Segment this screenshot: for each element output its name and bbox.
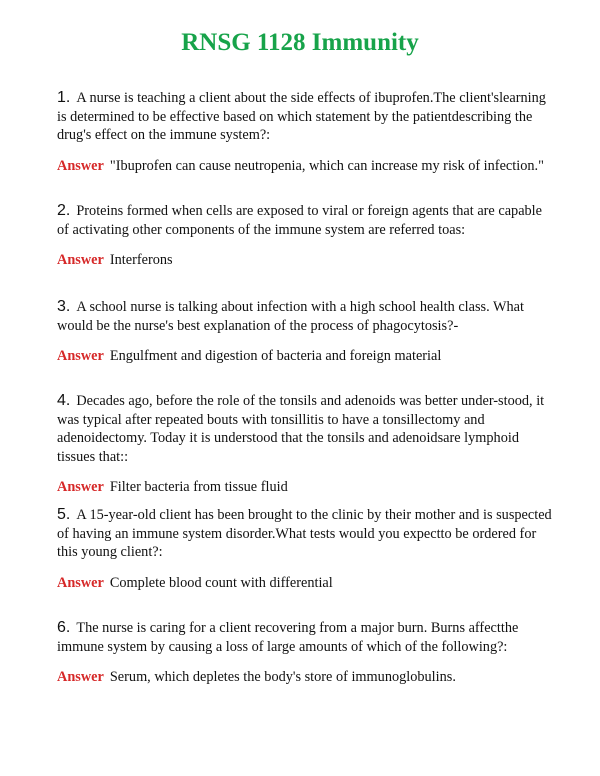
question-number: 2. bbox=[57, 202, 71, 219]
answer-label: Answer bbox=[57, 157, 104, 174]
answer-label: Answer bbox=[57, 669, 104, 685]
question-text: Decades ago, before the role of the tonsils and adenoids was better under-stood, it was typical after repeated bouts with tonsillitis to have a tonsillectomy and adenoidectomy. Today it is understood that the tonsils and adenoidsare lymphoid tissues that:: bbox=[57, 393, 545, 465]
answer-1 bbox=[57, 157, 557, 176]
question-number: 3. bbox=[57, 298, 71, 315]
answer-text: Serum, which depletes the body's store of immunoglobulins. bbox=[109, 669, 456, 685]
answer-6 bbox=[57, 668, 557, 687]
answer-4 bbox=[57, 478, 557, 497]
question-4 bbox=[57, 392, 557, 466]
question-6 bbox=[57, 619, 557, 656]
answer-label: Answer bbox=[57, 479, 104, 495]
answer-label: Answer bbox=[57, 574, 104, 591]
answer-text: Engulfment and digestion of bacteria and foreign material bbox=[109, 348, 442, 364]
answer-text: "Ibuprofen can cause neutropenia, which can increase my risk of infection." bbox=[109, 157, 544, 174]
qa-item-3 bbox=[57, 298, 557, 366]
answer-text: Interferons bbox=[109, 252, 173, 268]
question-1 bbox=[57, 89, 557, 145]
qa-item-2 bbox=[57, 202, 557, 270]
question-text: Proteins formed when cells are exposed to viral or foreign agents that are capable of activating other components of the immune system are referred toas: bbox=[57, 203, 543, 238]
answer-text: Filter bacteria from tissue fluid bbox=[109, 479, 288, 495]
qa-item-5 bbox=[57, 506, 557, 592]
answer-label: Answer bbox=[57, 252, 104, 268]
document-title: RNSG 1128 Immunity bbox=[181, 29, 419, 56]
answer-5 bbox=[57, 574, 557, 593]
question-text: The nurse is caring for a client recovering from a major burn. Burns affectthe immune system by causing a loss of large amounts of which of the following?: bbox=[57, 620, 519, 655]
question-text: A nurse is teaching a client about the side effects of ibuprofen.The client'slearning is determined to be effective based on which statement by the patientdescribing the drug's effect on the immune system?: bbox=[57, 90, 546, 143]
question-text: A school nurse is talking about infection with a high school health class. What would be the nurse's best explanation of the process of phagocytosis?- bbox=[57, 299, 524, 334]
question-number: 4. bbox=[57, 392, 71, 409]
qa-item-1 bbox=[57, 89, 557, 175]
answer-text: Complete blood count with differential bbox=[109, 574, 333, 591]
qa-item-6 bbox=[57, 619, 557, 687]
qa-item-4 bbox=[57, 392, 557, 497]
answer-3 bbox=[57, 347, 557, 366]
question-text: A 15-year-old client has been brought to the clinic by their mother and is suspected of having an immune system disorder.What tests would you expectto be ordered for this young client?: bbox=[57, 507, 552, 560]
question-2 bbox=[57, 202, 557, 239]
question-number: 6. bbox=[57, 619, 71, 636]
question-5 bbox=[57, 506, 557, 562]
question-3 bbox=[57, 298, 557, 335]
question-number: 1. bbox=[57, 89, 71, 106]
answer-label: Answer bbox=[57, 348, 104, 364]
question-number: 5. bbox=[57, 506, 71, 523]
answer-2 bbox=[57, 251, 557, 270]
